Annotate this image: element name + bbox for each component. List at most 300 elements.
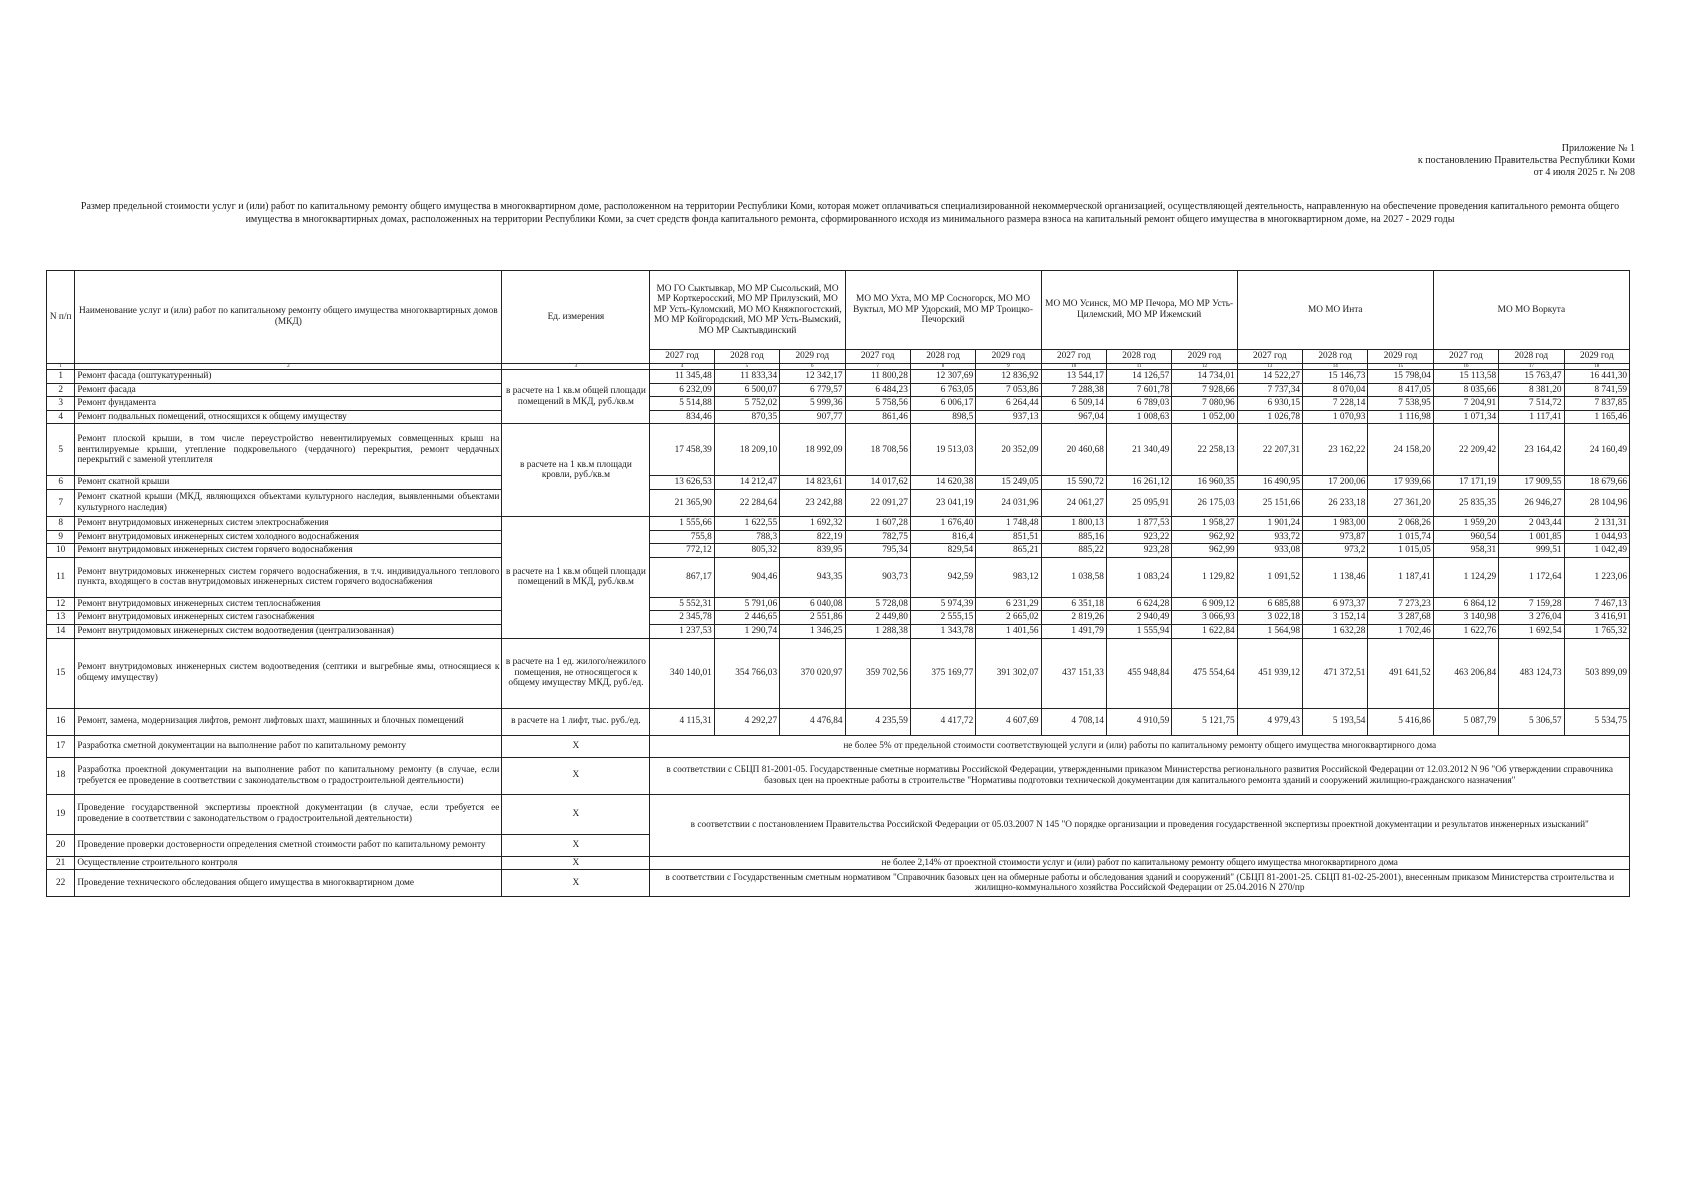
cost-value: 3 152,14 <box>1303 611 1368 625</box>
cost-value: 483 124,73 <box>1499 638 1564 708</box>
row-number: 2 <box>47 383 75 397</box>
header-group-5: МО МО Воркута <box>1433 271 1629 350</box>
cost-value: 21 340,49 <box>1106 424 1171 476</box>
cost-value: 354 766,03 <box>714 638 779 708</box>
row-number: 22 <box>47 870 75 897</box>
cost-value: 795,34 <box>845 544 910 558</box>
column-number: 18 <box>1564 364 1629 370</box>
cost-value: 11 833,34 <box>714 370 779 384</box>
cost-value: 1 877,53 <box>1106 516 1171 530</box>
cost-value: 2 819,26 <box>1041 611 1106 625</box>
header-group-3: МО МО Усинск, МО МР Печора, МО МР Усть-Цилемский, МО МР Ижемский <box>1041 271 1237 350</box>
cost-value: 839,95 <box>780 544 845 558</box>
cost-value: 907,77 <box>780 410 845 424</box>
cost-value: 973,2 <box>1303 544 1368 558</box>
cost-value: 2 043,44 <box>1499 516 1564 530</box>
cost-value: 12 307,69 <box>910 370 975 384</box>
cost-value: 6 232,09 <box>650 383 714 397</box>
header-year: 2029 год <box>1172 350 1237 364</box>
cost-value: 1 091,52 <box>1237 557 1302 597</box>
table-row <box>47 476 1630 490</box>
row-number: 19 <box>47 794 75 834</box>
cost-value: 340 140,01 <box>650 638 714 708</box>
service-name: Разработка проектной документации на выполнение работ по капитальному ремонту (в случае, если требуется ее проведение в соответствии с законодательством о градостроительной деятельности) <box>75 757 502 794</box>
cost-value: 851,51 <box>976 530 1041 544</box>
cost-value: 6 930,15 <box>1237 397 1302 411</box>
cost-value: 25 835,35 <box>1433 489 1498 516</box>
column-number: 4 <box>650 364 714 370</box>
cost-value: 1 071,34 <box>1433 410 1498 424</box>
cost-value: 5 974,39 <box>910 597 975 611</box>
column-number: 10 <box>1041 364 1106 370</box>
cost-value: 1 491,79 <box>1041 624 1106 638</box>
cost-value: 2 068,26 <box>1368 516 1433 530</box>
cost-value: 1 692,32 <box>780 516 845 530</box>
row-number: 11 <box>47 557 75 597</box>
row-number: 13 <box>47 611 75 625</box>
unit-not-applicable: X <box>502 794 650 834</box>
cost-value: 14 017,62 <box>845 476 910 490</box>
row-number: 18 <box>47 757 75 794</box>
cost-value: 7 273,23 <box>1368 597 1433 611</box>
row-number: 7 <box>47 489 75 516</box>
cost-value: 870,35 <box>714 410 779 424</box>
cost-value: 1 748,48 <box>976 516 1041 530</box>
table-row <box>47 410 1630 424</box>
header-group-2: МО МО Ухта, МО МР Сосногорск, МО МО Вуктыл, МО МР Удорский, МО МР Троицко-Печорский <box>845 271 1041 350</box>
cost-value: 463 206,84 <box>1433 638 1498 708</box>
cost-value: 983,12 <box>976 557 1041 597</box>
cost-value: 772,12 <box>650 544 714 558</box>
cost-value: 7 601,78 <box>1106 383 1171 397</box>
service-name: Разработка сметной документации на выполнение работ по капитальному ремонту <box>75 735 502 757</box>
service-name: Проведение государственной экспертизы проектной документации (в случае, если требуется ее проведение в соответствии с законодательством о градостроительной деятельности) <box>75 794 502 834</box>
row-number: 20 <box>47 834 75 856</box>
row-number: 17 <box>47 735 75 757</box>
cost-value: 6 500,07 <box>714 383 779 397</box>
cost-value: 3 287,68 <box>1368 611 1433 625</box>
cost-value: 16 960,35 <box>1172 476 1237 490</box>
table-row <box>47 597 1630 611</box>
cost-value: 19 513,03 <box>910 424 975 476</box>
cost-value: 6 006,17 <box>910 397 975 411</box>
table-row <box>47 856 1630 870</box>
service-name: Проведение технического обследования общего имущества в многоквартирном доме <box>75 870 502 897</box>
cost-value: 1 983,00 <box>1303 516 1368 530</box>
cost-value: 21 365,90 <box>650 489 714 516</box>
cost-value: 1 052,00 <box>1172 410 1237 424</box>
cost-value: 14 212,47 <box>714 476 779 490</box>
cost-value: 933,08 <box>1237 544 1302 558</box>
cost-value: 11 345,48 <box>650 370 714 384</box>
row-number: 21 <box>47 856 75 870</box>
table-row <box>47 370 1630 384</box>
cost-value: 933,72 <box>1237 530 1302 544</box>
appendix-block <box>1235 143 1635 179</box>
table-row <box>47 611 1630 625</box>
cost-value: 1 632,28 <box>1303 624 1368 638</box>
cost-value: 2 449,80 <box>845 611 910 625</box>
cost-value: 13 626,53 <box>650 476 714 490</box>
cost-value: 865,21 <box>976 544 1041 558</box>
cost-value: 24 031,96 <box>976 489 1041 516</box>
cost-value: 1 116,98 <box>1368 410 1433 424</box>
column-number: 13 <box>1237 364 1302 370</box>
cost-value: 14 734,01 <box>1172 370 1237 384</box>
cost-value: 5 306,57 <box>1499 708 1564 735</box>
cost-value: 4 607,69 <box>976 708 1041 735</box>
row-number: 6 <box>47 476 75 490</box>
header-n: N п/п <box>47 271 75 364</box>
cost-value: 15 798,04 <box>1368 370 1433 384</box>
row-number: 9 <box>47 530 75 544</box>
service-name: Ремонт фасада (оштукатуренный) <box>75 370 502 384</box>
cost-value: 16 441,30 <box>1564 370 1629 384</box>
cost-value: 1 401,56 <box>976 624 1041 638</box>
cost-value: 24 160,49 <box>1564 424 1629 476</box>
header-year: 2029 год <box>1368 350 1433 364</box>
cost-value: 1 622,55 <box>714 516 779 530</box>
cost-value: 1 555,94 <box>1106 624 1171 638</box>
cost-value: 5 416,86 <box>1368 708 1433 735</box>
cost-value: 15 763,47 <box>1499 370 1564 384</box>
cost-value: 5 121,75 <box>1172 708 1237 735</box>
table-row <box>47 489 1630 516</box>
cost-value: 4 910,59 <box>1106 708 1171 735</box>
service-name: Ремонт скатной крыши <box>75 476 502 490</box>
cost-value: 1 070,93 <box>1303 410 1368 424</box>
cost-value: 475 554,64 <box>1172 638 1237 708</box>
cost-value: 25 151,66 <box>1237 489 1302 516</box>
cost-value: 18 992,09 <box>780 424 845 476</box>
unit-not-applicable: X <box>502 735 650 757</box>
cost-value: 7 080,96 <box>1172 397 1237 411</box>
cost-value: 22 209,42 <box>1433 424 1498 476</box>
cost-value: 4 292,27 <box>714 708 779 735</box>
cost-value: 15 146,73 <box>1303 370 1368 384</box>
cost-value: 7 467,13 <box>1564 597 1629 611</box>
cost-value: 960,54 <box>1433 530 1498 544</box>
header-group-1: МО ГО Сыктывкар, МО МР Сысольский, МО МР Корткеросский, МО МР Прилузский, МО МР Усть-Куломский, МО МО Княжпогостский, МО МР Койгородский, МО МР Усть-Вымский, МО МР Сыктывдинский <box>650 271 845 350</box>
cost-rule-note: в соответствии с постановлением Правительства Российской Федерации от 05.03.2007 N 145 "О порядке организации и проведения государственной экспертизы проектной документации и результатов инженерных изысканий" <box>650 794 1630 856</box>
cost-value: 20 460,68 <box>1041 424 1106 476</box>
cost-value: 7 288,38 <box>1041 383 1106 397</box>
header-year: 2029 год <box>780 350 845 364</box>
cost-value: 1 001,85 <box>1499 530 1564 544</box>
cost-value: 5 193,54 <box>1303 708 1368 735</box>
row-number: 15 <box>47 638 75 708</box>
cost-value: 5 087,79 <box>1433 708 1498 735</box>
cost-value: 834,46 <box>650 410 714 424</box>
cost-value: 8 381,20 <box>1499 383 1564 397</box>
table-row <box>47 708 1630 735</box>
column-number: 12 <box>1172 364 1237 370</box>
cost-value: 17 171,19 <box>1433 476 1498 490</box>
cost-value: 24 158,20 <box>1368 424 1433 476</box>
cost-value: 816,4 <box>910 530 975 544</box>
cost-value: 6 040,08 <box>780 597 845 611</box>
cost-value: 17 909,55 <box>1499 476 1564 490</box>
cost-value: 370 020,97 <box>780 638 845 708</box>
cost-value: 26 946,27 <box>1499 489 1564 516</box>
cost-value: 4 115,31 <box>650 708 714 735</box>
cost-value: 375 169,77 <box>910 638 975 708</box>
cost-value: 5 552,31 <box>650 597 714 611</box>
cost-value: 5 752,02 <box>714 397 779 411</box>
cost-value: 23 164,42 <box>1499 424 1564 476</box>
header-year: 2027 год <box>1041 350 1106 364</box>
column-number: 3 <box>502 364 650 370</box>
cost-value: 903,73 <box>845 557 910 597</box>
cost-value: 967,04 <box>1041 410 1106 424</box>
header-year: 2028 год <box>1106 350 1171 364</box>
service-name: Ремонт внутридомовых инженерных систем теплоснабжения <box>75 597 502 611</box>
cost-value: 2 446,65 <box>714 611 779 625</box>
document-title: Размер предельной стоимости услуг и (или) работ по капитальному ремонту общего имущества в многоквартирном доме, расположенном на территории Республики Коми, которая может оплачиваться специализированной некоммерческой организацией, осуществляющей деятельность, направленную на обеспечение проведения капитального ремонта общего имущества в многоквартирных домах, расположенных на территории Республики Коми, за счет средств фонда капитального ремонта, сформированного исходя из минимального размера взноса на капитальный ремонт общего имущества в многоквартирном доме, на 2027 - 2029 годы <box>80 201 1620 225</box>
service-name: Ремонт внутридомовых инженерных систем водоотведения (септики и выгребные ямы, относящиеся к общему имуществу) <box>75 638 502 708</box>
cost-value: 1 343,78 <box>910 624 975 638</box>
cost-value: 18 679,66 <box>1564 476 1629 490</box>
header-year: 2028 год <box>910 350 975 364</box>
table-row <box>47 397 1630 411</box>
cost-value: 23 242,88 <box>780 489 845 516</box>
service-name: Ремонт, замена, модернизация лифтов, ремонт лифтовых шахт, машинных и блочных помещений <box>75 708 502 735</box>
cost-value: 26 175,03 <box>1172 489 1237 516</box>
cost-value: 1 172,64 <box>1499 557 1564 597</box>
table-row <box>47 424 1630 476</box>
cost-value: 15 590,72 <box>1041 476 1106 490</box>
cost-value: 829,54 <box>910 544 975 558</box>
cost-value: 1 038,58 <box>1041 557 1106 597</box>
service-name: Ремонт внутридомовых инженерных систем горячего водоснабжения <box>75 544 502 558</box>
cost-value: 1 959,20 <box>1433 516 1498 530</box>
cost-value: 12 836,92 <box>976 370 1041 384</box>
appendix-line-1: Приложение № 1 <box>1561 143 1635 154</box>
cost-value: 7 204,91 <box>1433 397 1498 411</box>
cost-value: 1 042,49 <box>1564 544 1629 558</box>
header-group-4: МО МО Инта <box>1237 271 1433 350</box>
column-number: 14 <box>1303 364 1368 370</box>
cost-value: 2 551,86 <box>780 611 845 625</box>
unit-of-measure: в расчете на 1 кв.м площади кровли, руб./кв.м <box>502 424 650 517</box>
cost-value: 5 758,56 <box>845 397 910 411</box>
cost-value: 1 901,24 <box>1237 516 1302 530</box>
unit-of-measure: в расчете на 1 лифт, тыс. руб./ед. <box>502 708 650 735</box>
cost-value: 999,51 <box>1499 544 1564 558</box>
header-year: 2029 год <box>976 350 1041 364</box>
cost-value: 18 708,56 <box>845 424 910 476</box>
cost-value: 7 159,28 <box>1499 597 1564 611</box>
table-row <box>47 516 1630 530</box>
service-name: Ремонт внутридомовых инженерных систем электроснабжения <box>75 516 502 530</box>
row-number: 3 <box>47 397 75 411</box>
cost-value: 13 544,17 <box>1041 370 1106 384</box>
header-year: 2028 год <box>714 350 779 364</box>
cost-value: 437 151,33 <box>1041 638 1106 708</box>
cost-value: 1 346,25 <box>780 624 845 638</box>
row-number: 16 <box>47 708 75 735</box>
cost-value: 27 361,20 <box>1368 489 1433 516</box>
cost-value: 359 702,56 <box>845 638 910 708</box>
cost-value: 7 737,34 <box>1237 383 1302 397</box>
cost-value: 18 209,10 <box>714 424 779 476</box>
cost-value: 2 665,02 <box>976 611 1041 625</box>
cost-value: 1 622,76 <box>1433 624 1498 638</box>
unit-not-applicable: X <box>502 856 650 870</box>
cost-value: 491 641,52 <box>1368 638 1433 708</box>
cost-value: 861,46 <box>845 410 910 424</box>
table-row <box>47 624 1630 638</box>
cost-value: 923,28 <box>1106 544 1171 558</box>
service-name: Ремонт подвальных помещений, относящихся к общему имуществу <box>75 410 502 424</box>
column-number: 16 <box>1433 364 1498 370</box>
cost-value: 7 928,66 <box>1172 383 1237 397</box>
cost-rule-note: не более 2,14% от проектной стоимости услуг и (или) работ по капитальному ремонту общего имущества многоквартирного дома <box>650 856 1630 870</box>
cost-value: 451 939,12 <box>1237 638 1302 708</box>
cost-value: 7 538,95 <box>1368 397 1433 411</box>
column-number: 2 <box>75 364 502 370</box>
cost-value: 23 162,22 <box>1303 424 1368 476</box>
cost-value: 942,59 <box>910 557 975 597</box>
service-name: Ремонт скатной крыши (МКД, являющихся объектами культурного наследия, выявленными объектами культурного наследия) <box>75 489 502 516</box>
cost-value: 391 302,07 <box>976 638 1041 708</box>
column-number: 9 <box>976 364 1041 370</box>
cost-value: 2 555,15 <box>910 611 975 625</box>
cost-value: 962,92 <box>1172 530 1237 544</box>
cost-value: 973,87 <box>1303 530 1368 544</box>
header-year: 2028 год <box>1499 350 1564 364</box>
cost-value: 5 514,88 <box>650 397 714 411</box>
column-number: 6 <box>780 364 845 370</box>
cost-rule-note: в соответствии с Государственным сметным нормативом "Справочник базовых цен на обмерные работы и обследования зданий и сооружений" (СБЦП 81-2001-25. СБЦП 81-02-25-2001), внесенным приказом Министерства строительства и жилищно-коммунального хозяйства Российской Федерации от 25.04.2016 N 270/пр <box>650 870 1630 897</box>
cost-value: 6 351,18 <box>1041 597 1106 611</box>
table-row <box>47 794 1630 834</box>
cost-value: 6 909,12 <box>1172 597 1237 611</box>
cost-value: 14 522,27 <box>1237 370 1302 384</box>
cost-value: 1 692,54 <box>1499 624 1564 638</box>
cost-value: 6 231,29 <box>976 597 1041 611</box>
cost-value: 6 779,57 <box>780 383 845 397</box>
appendix-line-2: к постановлению Правительства Республики Коми <box>1417 155 1635 166</box>
header-name: Наименование услуг и (или) работ по капитальному ремонту общего имущества многоквартирных домов (МКД) <box>75 271 502 364</box>
cost-value: 22 258,13 <box>1172 424 1237 476</box>
cost-value: 7 228,14 <box>1303 397 1368 411</box>
cost-value: 6 685,88 <box>1237 597 1302 611</box>
service-name: Ремонт внутридомовых инженерных систем газоснабжения <box>75 611 502 625</box>
row-number: 14 <box>47 624 75 638</box>
cost-table <box>46 270 1630 897</box>
cost-value: 1 015,74 <box>1368 530 1433 544</box>
cost-value: 7 053,86 <box>976 383 1041 397</box>
unit-of-measure: в расчете на 1 кв.м общей площади помещений в МКД, руб./кв.м <box>502 370 650 424</box>
service-name: Ремонт внутридомовых инженерных систем водоотведения (централизованная) <box>75 624 502 638</box>
cost-value: 1 290,74 <box>714 624 779 638</box>
cost-value: 1 117,41 <box>1499 410 1564 424</box>
cost-value: 1 765,32 <box>1564 624 1629 638</box>
table-row <box>47 757 1630 794</box>
cost-value: 6 484,23 <box>845 383 910 397</box>
row-number: 12 <box>47 597 75 611</box>
cost-value: 14 620,38 <box>910 476 975 490</box>
cost-value: 17 939,66 <box>1368 476 1433 490</box>
cost-value: 5 791,06 <box>714 597 779 611</box>
cost-value: 1 958,27 <box>1172 516 1237 530</box>
table-row <box>47 735 1630 757</box>
service-name: Ремонт фасада <box>75 383 502 397</box>
cost-rule-note: не более 5% от предельной стоимости соответствующей услуги и (или) работы по капитальному ремонту общего имущества многоквартирного дома <box>650 735 1630 757</box>
cost-value: 1 564,98 <box>1237 624 1302 638</box>
service-name: Ремонт внутридомовых инженерных систем горячего водоснабжения, в т.ч. индивидуального теплового пункта, входящего в состав внутридомовых инженерных систем горячего водоснабжения <box>75 557 502 597</box>
row-number: 8 <box>47 516 75 530</box>
service-name: Проведение проверки достоверности определения сметной стоимости работ по капитальному ремонту <box>75 834 502 856</box>
cost-value: 782,75 <box>845 530 910 544</box>
header-unit: Ед. измерения <box>502 271 650 364</box>
cost-value: 1 288,38 <box>845 624 910 638</box>
cost-value: 12 342,17 <box>780 370 845 384</box>
column-number: 7 <box>845 364 910 370</box>
service-name: Осуществление строительного контроля <box>75 856 502 870</box>
cost-value: 4 417,72 <box>910 708 975 735</box>
header-year: 2027 год <box>1237 350 1302 364</box>
cost-value: 5 728,08 <box>845 597 910 611</box>
table-row <box>47 383 1630 397</box>
table-row <box>47 530 1630 544</box>
column-number: 17 <box>1499 364 1564 370</box>
cost-value: 904,46 <box>714 557 779 597</box>
cost-value: 1 138,46 <box>1303 557 1368 597</box>
cost-value: 14 823,61 <box>780 476 845 490</box>
cost-value: 3 276,04 <box>1499 611 1564 625</box>
cost-value: 6 864,12 <box>1433 597 1498 611</box>
cost-value: 23 041,19 <box>910 489 975 516</box>
cost-value: 1 607,28 <box>845 516 910 530</box>
header-year: 2027 год <box>845 350 910 364</box>
appendix-line-3: от 4 июля 2025 г. № 208 <box>1533 167 1635 178</box>
cost-value: 16 490,95 <box>1237 476 1302 490</box>
cost-value: 14 126,57 <box>1106 370 1171 384</box>
cost-value: 1 124,29 <box>1433 557 1498 597</box>
cost-value: 2 131,31 <box>1564 516 1629 530</box>
cost-value: 755,8 <box>650 530 714 544</box>
row-number: 10 <box>47 544 75 558</box>
cost-value: 1 800,13 <box>1041 516 1106 530</box>
cost-value: 24 061,27 <box>1041 489 1106 516</box>
cost-value: 5 534,75 <box>1564 708 1629 735</box>
table-row <box>47 870 1630 897</box>
cost-value: 6 789,03 <box>1106 397 1171 411</box>
cost-rule-note: в соответствии с СБЦП 81-2001-05. Государственные сметные нормативы Российской Федерации, утвержденными приказом Министерства регионального развития Российской Федерации от 12.03.2012 N 96 "Об утверждении справочника базовых цен на проектные работы в строительстве "Нормативы подготовки технической документации для капитального ремонта зданий и сооружений жилищно-гражданского назначения" <box>650 757 1630 794</box>
column-number: 8 <box>910 364 975 370</box>
cost-value: 1 555,66 <box>650 516 714 530</box>
cost-value: 1 676,40 <box>910 516 975 530</box>
header-year: 2027 год <box>650 350 714 364</box>
cost-value: 1 026,78 <box>1237 410 1302 424</box>
cost-value: 3 022,18 <box>1237 611 1302 625</box>
cost-value: 455 948,84 <box>1106 638 1171 708</box>
cost-value: 1 044,93 <box>1564 530 1629 544</box>
cost-value: 1 187,41 <box>1368 557 1433 597</box>
cost-value: 1 129,82 <box>1172 557 1237 597</box>
cost-value: 25 095,91 <box>1106 489 1171 516</box>
cost-value: 6 264,44 <box>976 397 1041 411</box>
service-name: Ремонт плоской крыши, в том числе переустройство невентилируемых совмещенных крыш на вентилируемые крыши, утепление подкровельного (чердачного) перекрытия, ремонт чердачных перекрытий с заменой утеплителя <box>75 424 502 476</box>
header-year: 2028 год <box>1303 350 1368 364</box>
row-number: 1 <box>47 370 75 384</box>
cost-value: 1 008,63 <box>1106 410 1171 424</box>
cost-value: 898,5 <box>910 410 975 424</box>
cost-value: 2 345,78 <box>650 611 714 625</box>
cost-value: 5 999,36 <box>780 397 845 411</box>
